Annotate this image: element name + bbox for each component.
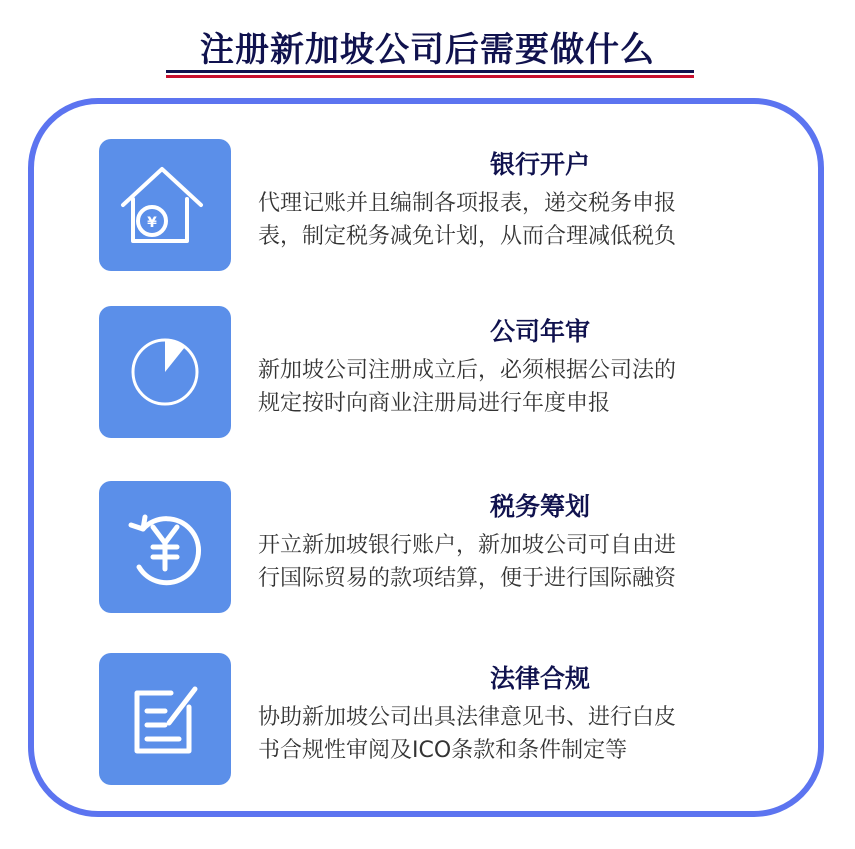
yen-cycle-icon [99,481,231,613]
document-edit-icon [99,653,231,785]
item-description [258,187,768,253]
description-line: 表，制定税务减免计划，从而合理减低税负 [258,224,677,249]
item-description [258,529,768,595]
underline-navy [166,70,694,73]
description-line: 规定按时向商业注册局进行年度申报 [258,391,611,416]
item-title: 公司年审 [489,317,590,346]
description-line: 开立新加坡银行账户，新加坡公司可自由进 [258,533,677,558]
item-legal-compliance [0,653,855,787]
item-title: 法律合规 [489,664,590,693]
description-line: 书合规性审阅及ICO条款和条件制定等 [258,738,628,763]
house-yen-icon [99,139,231,271]
description-line: 协助新加坡公司出具法律意见书、进行白皮 [258,705,677,730]
pie-chart-icon [99,306,231,438]
item-bank-account [0,139,855,273]
item-title: 税务筹划 [489,492,590,521]
description-line: 行国际贸易的款项结算，便于进行国际融资 [258,566,677,591]
item-tax-planning [0,481,855,615]
title-underline [166,70,694,78]
item-description [258,354,768,420]
page-title: 注册新加坡公司后需要做什么 [200,30,655,70]
description-line: 新加坡公司注册成立后，必须根据公司法的 [258,358,677,383]
underline-red [166,75,694,78]
item-title: 银行开户 [489,150,590,179]
description-line: 代理记账并且编制各项报表，递交税务申报 [258,191,677,216]
item-description [258,701,768,767]
item-annual-review [0,306,855,440]
svg-text:¥: ¥ [147,215,157,231]
